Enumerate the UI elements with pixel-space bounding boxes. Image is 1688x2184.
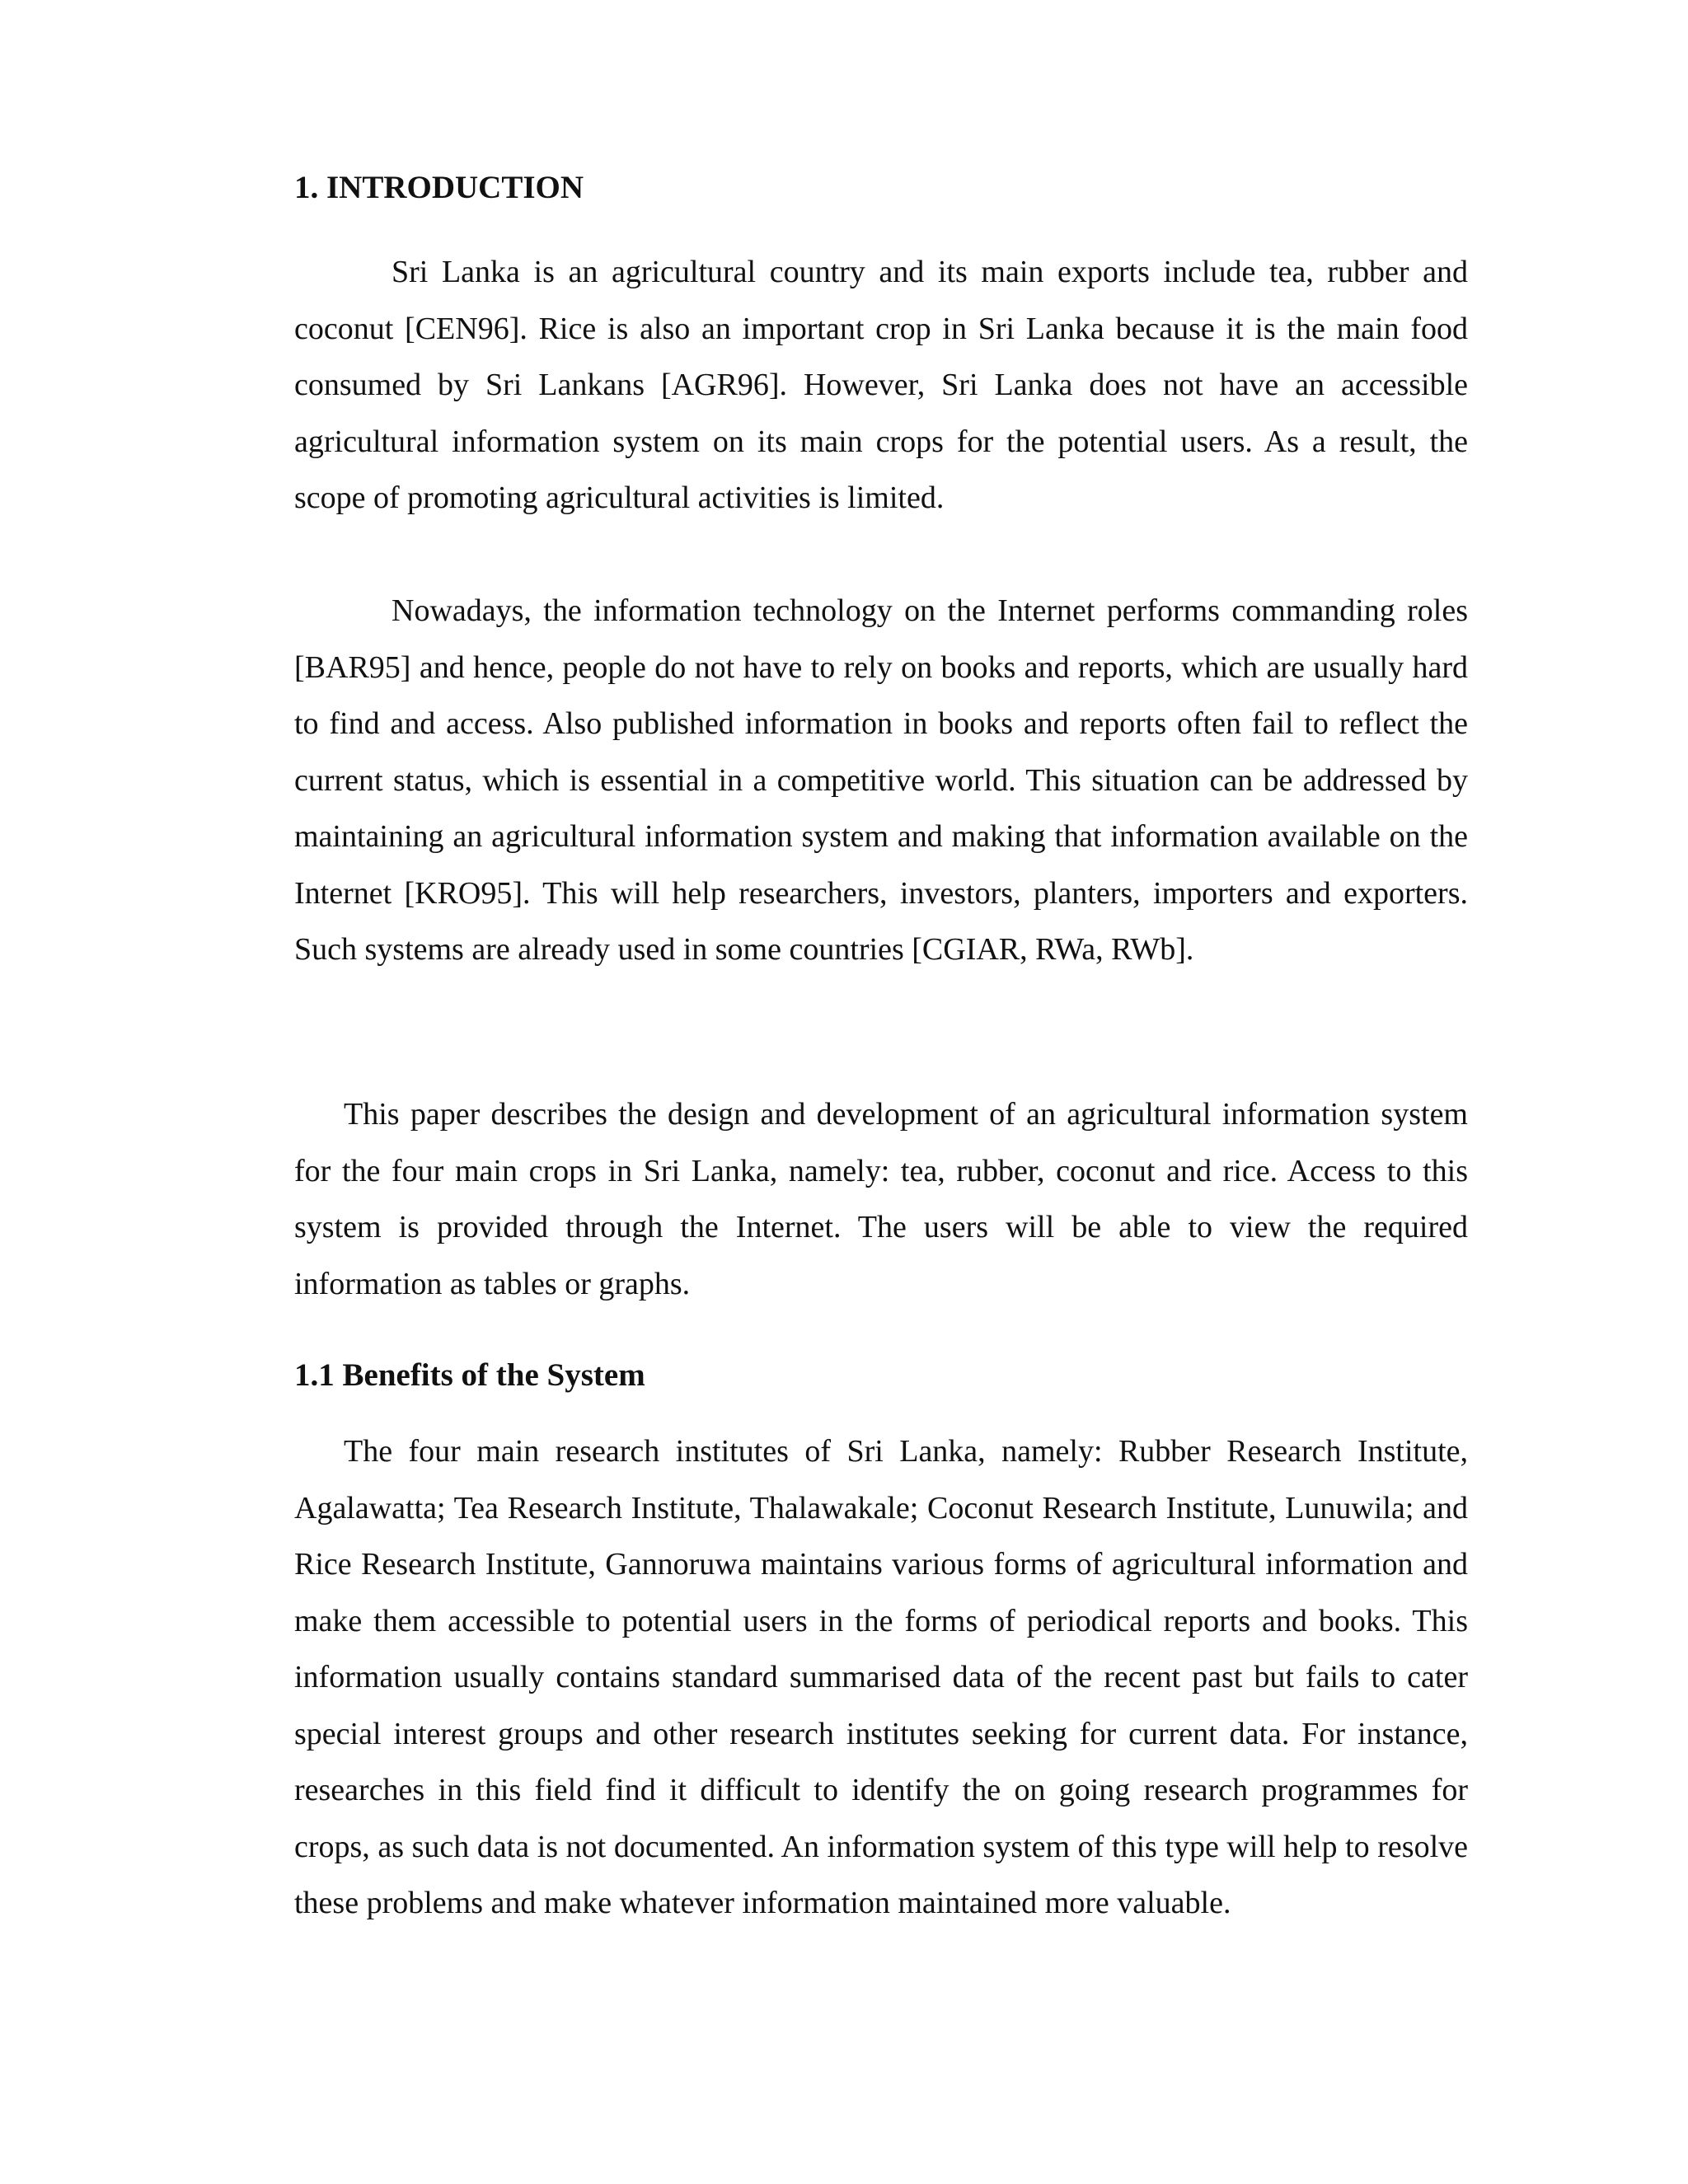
intro-paragraph-3: This paper describes the design and development of an agricultural information system for the four main crops in Sri Lanka, namely: tea, rubber, coconut and rice. Access to this system is provided through the Internet. The users will be able to view the required information as tables or graphs. [294, 1097, 1468, 1301]
section-heading: 1. INTRODUCTION [294, 170, 584, 205]
subsection-heading: 1.1 Benefits of the System [294, 1357, 645, 1393]
intro-paragraph-2: Nowadays, the information technology on the Internet performs commanding roles [BAR95] and hence, people do not have to rely on books and reports, which are usually hard to find and access. Also published information in books and reports often fail to reflect the current status, which is essential in a competitive world. This situation can be addressed by maintaining an agricultural information system and making that information available on the Internet [KRO95]. This will help researchers, investors, planters, importers and exporters. Such systems are already used in some countries [CGIAR, RWa, RWb]. [294, 593, 1468, 967]
benefits-paragraph: The four main research institutes of Sri Lanka, namely: Rubber Research Institute, Agalawatta; Tea Research Institute, Thalawakale; Coconut Research Institute, Lunuwila; and Rice Research Institute, Gannoruwa maintains various forms of agricultural information and make them accessible to potential users in the forms of periodical reports and books. This information usually contains standard summarised data of the recent past but fails to cater special interest groups and other research institutes seeking for current data. For instance, researches in this field find it difficult to identify the on going research programmes for crops, as such data is not documented. An information system of this type will help to resolve these problems and make whatever information maintained more valuable. [294, 1434, 1468, 1920]
intro-paragraph-1: Sri Lanka is an agricultural country and its main exports include tea, rubber and coconut [CEN96]. Rice is also an important crop in Sri Lanka because it is the main food consumed by Sri Lankans [AGR96]. However, Sri Lanka does not have an accessible agricultural information system on its main crops for the potential users. As a result, the scope of promoting agricultural activities is limited. [294, 255, 1468, 515]
